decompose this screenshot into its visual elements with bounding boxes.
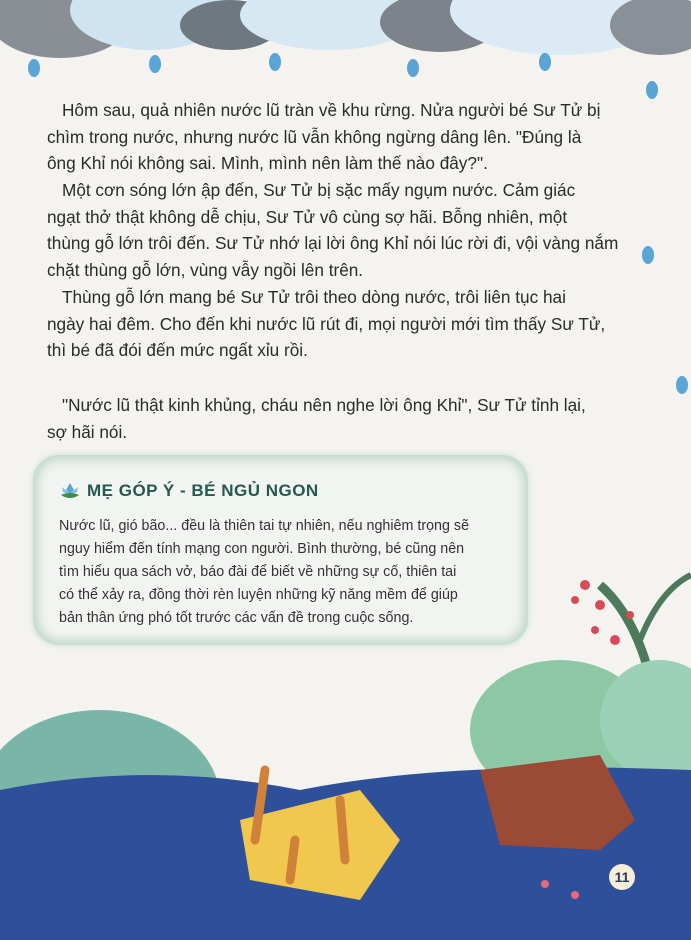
story-paragraph-4 xyxy=(47,392,647,445)
text-line: ngạt thở thật không dễ chịu, Sư Tử vô cùng sợ hãi. Bỗng nhiên, một xyxy=(47,206,568,227)
text-line: ông Khỉ nói không sai. Mình, mình nên làm thế nào đây?". xyxy=(47,153,488,173)
story-paragraph-1 xyxy=(47,97,647,177)
story-paragraph-3 xyxy=(47,284,647,364)
text-line: nguy hiểm đến tính mạng con người. Bình thường, bé cũng nên xyxy=(59,541,465,557)
text-line: thì bé đã đói đến mức ngất xỉu rồi. xyxy=(47,340,308,360)
story-paragraph-2 xyxy=(47,177,647,283)
text-line: thùng gỗ lớn trôi đến. Sư Tử nhớ lại lời ông Khỉ nói lúc rời đi, vội vàng nắm xyxy=(47,233,619,253)
text-line: Nước lũ, gió bão... đều là thiên tai tự nhiên, nếu nghiêm trọng sẽ xyxy=(59,518,470,534)
tip-box xyxy=(33,455,528,645)
tip-title-text: MẸ GÓP Ý - BÉ NGỦ NGON xyxy=(87,481,319,500)
lotus-icon xyxy=(59,481,81,501)
text-line: chìm trong nước, nhưng nước lũ vẫn không ngừng dâng lên. "Đúng là xyxy=(47,126,582,147)
text-line: Một cơn sóng lớn ập đến, Sư Tử bị sặc mấy ngụm nước. Cảm giác xyxy=(62,180,576,200)
text-line: chặt thùng gỗ lớn, vùng vẫy ngồi lên trên. xyxy=(47,259,364,280)
tip-title xyxy=(59,481,319,501)
text-line: Hôm sau, quả nhiên nước lũ tràn về khu rừng. Nửa người bé Sư Tử bị xyxy=(62,100,601,120)
text-line: sợ hãi nói. xyxy=(47,421,128,442)
tip-body xyxy=(59,515,469,630)
page-number: 11 xyxy=(609,864,635,890)
text-line: có thể xảy ra, đồng thời rèn luyện những kỹ năng mềm để giúp xyxy=(59,587,458,603)
clouds-illustration xyxy=(0,0,691,58)
text-line: Thùng gỗ lớn mang bé Sư Tử trôi theo dòng nước, trôi liên tục hai xyxy=(62,287,566,307)
text-line: "Nước lũ thật kinh khủng, cháu nên nghe lời ông Khỉ", Sư Tử tỉnh lại, xyxy=(62,395,586,415)
text-line: bản thân ứng phó tốt trước các vấn đề trong cuộc sống. xyxy=(59,610,414,626)
text-line: ngày hai đêm. Cho đến khi nước lũ rút đi, mọi người mới tìm thấy Sư Tử, xyxy=(47,313,606,334)
text-line: tìm hiểu qua sách vở, báo đài để biết về những sự cố, thiên tai xyxy=(59,564,457,580)
